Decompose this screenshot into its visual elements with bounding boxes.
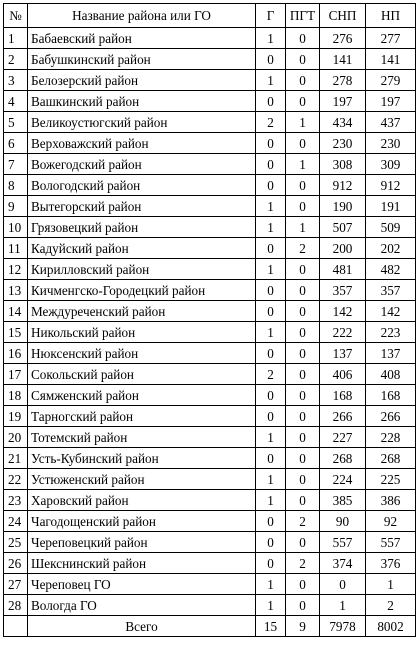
table-row bbox=[4, 28, 416, 49]
cell-snp: 227 bbox=[320, 427, 366, 448]
cell-num: 16 bbox=[4, 343, 28, 364]
cell-pgt: 0 bbox=[286, 406, 320, 427]
cell-g: 1 bbox=[256, 574, 286, 595]
total-label: Всего bbox=[28, 616, 256, 637]
cell-num: 3 bbox=[4, 70, 28, 91]
cell-snp: 224 bbox=[320, 469, 366, 490]
table-row bbox=[4, 196, 416, 217]
cell-num: 14 bbox=[4, 301, 28, 322]
table-footer bbox=[4, 616, 416, 637]
cell-snp: 357 bbox=[320, 280, 366, 301]
cell-np: 230 bbox=[366, 133, 416, 154]
cell-snp: 481 bbox=[320, 259, 366, 280]
cell-g: 0 bbox=[256, 406, 286, 427]
cell-snp: 0 bbox=[320, 574, 366, 595]
total-pgt: 9 bbox=[286, 616, 320, 637]
cell-g: 0 bbox=[256, 385, 286, 406]
cell-num: 15 bbox=[4, 322, 28, 343]
cell-num: 28 bbox=[4, 595, 28, 616]
cell-np: 437 bbox=[366, 112, 416, 133]
cell-num: 24 bbox=[4, 511, 28, 532]
cell-num: 7 bbox=[4, 154, 28, 175]
cell-pgt: 0 bbox=[286, 196, 320, 217]
cell-district-name: Тарногский район bbox=[28, 406, 256, 427]
table-row bbox=[4, 511, 416, 532]
header-np: НП bbox=[366, 4, 416, 28]
cell-snp: 507 bbox=[320, 217, 366, 238]
table-row bbox=[4, 469, 416, 490]
cell-g: 1 bbox=[256, 28, 286, 49]
table-row bbox=[4, 490, 416, 511]
cell-snp: 142 bbox=[320, 301, 366, 322]
cell-g: 1 bbox=[256, 196, 286, 217]
cell-district-name: Кичменгско-Городецкий район bbox=[28, 280, 256, 301]
cell-g: 0 bbox=[256, 133, 286, 154]
cell-snp: 278 bbox=[320, 70, 366, 91]
table-row bbox=[4, 574, 416, 595]
cell-district-name: Белозерский район bbox=[28, 70, 256, 91]
cell-district-name: Нюксенский район bbox=[28, 343, 256, 364]
table-row bbox=[4, 70, 416, 91]
cell-g: 0 bbox=[256, 511, 286, 532]
cell-district-name: Шекснинский район bbox=[28, 553, 256, 574]
cell-district-name: Сямженский район bbox=[28, 385, 256, 406]
cell-district-name: Усть-Кубинский район bbox=[28, 448, 256, 469]
table-row bbox=[4, 532, 416, 553]
cell-np: 557 bbox=[366, 532, 416, 553]
cell-np: 142 bbox=[366, 301, 416, 322]
cell-g: 1 bbox=[256, 322, 286, 343]
cell-snp: 1 bbox=[320, 595, 366, 616]
cell-num: 20 bbox=[4, 427, 28, 448]
cell-district-name: Грязовецкий район bbox=[28, 217, 256, 238]
cell-district-name: Никольский район bbox=[28, 322, 256, 343]
table-row bbox=[4, 595, 416, 616]
cell-np: 279 bbox=[366, 70, 416, 91]
cell-g: 1 bbox=[256, 259, 286, 280]
header-g: Г bbox=[256, 4, 286, 28]
cell-district-name: Кирилловский район bbox=[28, 259, 256, 280]
cell-district-name: Великоустюгский район bbox=[28, 112, 256, 133]
cell-district-name: Бабушкинский район bbox=[28, 49, 256, 70]
districts-table bbox=[3, 3, 416, 637]
cell-pgt: 0 bbox=[286, 280, 320, 301]
table-header bbox=[4, 4, 416, 28]
cell-district-name: Вологда ГО bbox=[28, 595, 256, 616]
cell-num: 12 bbox=[4, 259, 28, 280]
cell-num: 22 bbox=[4, 469, 28, 490]
cell-pgt: 0 bbox=[286, 364, 320, 385]
total-g: 15 bbox=[256, 616, 286, 637]
cell-snp: 200 bbox=[320, 238, 366, 259]
cell-g: 0 bbox=[256, 238, 286, 259]
cell-num: 8 bbox=[4, 175, 28, 196]
cell-g: 1 bbox=[256, 595, 286, 616]
cell-g: 0 bbox=[256, 448, 286, 469]
cell-pgt: 0 bbox=[286, 490, 320, 511]
cell-district-name: Харовский район bbox=[28, 490, 256, 511]
table-row bbox=[4, 385, 416, 406]
cell-pgt: 0 bbox=[286, 343, 320, 364]
cell-pgt: 1 bbox=[286, 112, 320, 133]
table-row bbox=[4, 322, 416, 343]
cell-snp: 434 bbox=[320, 112, 366, 133]
table-body bbox=[4, 28, 416, 616]
cell-pgt: 0 bbox=[286, 574, 320, 595]
cell-g: 0 bbox=[256, 532, 286, 553]
cell-pgt: 0 bbox=[286, 427, 320, 448]
cell-pgt: 0 bbox=[286, 322, 320, 343]
cell-np: 168 bbox=[366, 385, 416, 406]
header-snp: СНП bbox=[320, 4, 366, 28]
table-row bbox=[4, 259, 416, 280]
cell-district-name: Вожегодский район bbox=[28, 154, 256, 175]
cell-num: 2 bbox=[4, 49, 28, 70]
cell-np: 228 bbox=[366, 427, 416, 448]
cell-district-name: Бабаевский район bbox=[28, 28, 256, 49]
cell-pgt: 2 bbox=[286, 553, 320, 574]
cell-pgt: 0 bbox=[286, 259, 320, 280]
cell-district-name: Вытегорский район bbox=[28, 196, 256, 217]
cell-snp: 137 bbox=[320, 343, 366, 364]
cell-pgt: 1 bbox=[286, 217, 320, 238]
cell-snp: 168 bbox=[320, 385, 366, 406]
cell-num: 10 bbox=[4, 217, 28, 238]
cell-pgt: 0 bbox=[286, 91, 320, 112]
header-pgt: ПГТ bbox=[286, 4, 320, 28]
cell-np: 92 bbox=[366, 511, 416, 532]
table-row bbox=[4, 133, 416, 154]
cell-pgt: 0 bbox=[286, 175, 320, 196]
cell-g: 1 bbox=[256, 70, 286, 91]
total-snp: 7978 bbox=[320, 616, 366, 637]
cell-pgt: 0 bbox=[286, 532, 320, 553]
cell-num: 25 bbox=[4, 532, 28, 553]
cell-district-name: Череповец ГО bbox=[28, 574, 256, 595]
cell-snp: 276 bbox=[320, 28, 366, 49]
cell-np: 141 bbox=[366, 49, 416, 70]
cell-np: 912 bbox=[366, 175, 416, 196]
cell-np: 277 bbox=[366, 28, 416, 49]
cell-np: 266 bbox=[366, 406, 416, 427]
cell-pgt: 0 bbox=[286, 595, 320, 616]
table-row bbox=[4, 175, 416, 196]
table-row bbox=[4, 49, 416, 70]
cell-pgt: 0 bbox=[286, 469, 320, 490]
cell-np: 268 bbox=[366, 448, 416, 469]
cell-num: 18 bbox=[4, 385, 28, 406]
cell-g: 0 bbox=[256, 91, 286, 112]
cell-district-name: Вашкинский район bbox=[28, 91, 256, 112]
table-row bbox=[4, 154, 416, 175]
cell-np: 309 bbox=[366, 154, 416, 175]
cell-pgt: 0 bbox=[286, 385, 320, 406]
cell-snp: 90 bbox=[320, 511, 366, 532]
table-row bbox=[4, 448, 416, 469]
table-row bbox=[4, 406, 416, 427]
cell-snp: 406 bbox=[320, 364, 366, 385]
cell-np: 1 bbox=[366, 574, 416, 595]
cell-district-name: Череповецкий район bbox=[28, 532, 256, 553]
cell-snp: 268 bbox=[320, 448, 366, 469]
table-row bbox=[4, 301, 416, 322]
cell-num: 6 bbox=[4, 133, 28, 154]
cell-np: 482 bbox=[366, 259, 416, 280]
cell-num: 27 bbox=[4, 574, 28, 595]
cell-num: 26 bbox=[4, 553, 28, 574]
cell-snp: 190 bbox=[320, 196, 366, 217]
cell-district-name: Междуреченский район bbox=[28, 301, 256, 322]
cell-np: 225 bbox=[366, 469, 416, 490]
cell-num: 21 bbox=[4, 448, 28, 469]
table-row bbox=[4, 91, 416, 112]
cell-district-name: Вологодский район bbox=[28, 175, 256, 196]
cell-num: 4 bbox=[4, 91, 28, 112]
cell-snp: 197 bbox=[320, 91, 366, 112]
cell-pgt: 0 bbox=[286, 133, 320, 154]
cell-g: 1 bbox=[256, 217, 286, 238]
cell-district-name: Верховажский район bbox=[28, 133, 256, 154]
cell-g: 1 bbox=[256, 469, 286, 490]
cell-pgt: 0 bbox=[286, 49, 320, 70]
cell-np: 223 bbox=[366, 322, 416, 343]
table-row bbox=[4, 553, 416, 574]
cell-g: 0 bbox=[256, 553, 286, 574]
cell-g: 0 bbox=[256, 49, 286, 70]
cell-np: 197 bbox=[366, 91, 416, 112]
cell-num: 13 bbox=[4, 280, 28, 301]
cell-num: 11 bbox=[4, 238, 28, 259]
cell-district-name: Сокольский район bbox=[28, 364, 256, 385]
cell-district-name: Чагодощенский район bbox=[28, 511, 256, 532]
cell-snp: 222 bbox=[320, 322, 366, 343]
cell-np: 357 bbox=[366, 280, 416, 301]
cell-num: 1 bbox=[4, 28, 28, 49]
cell-g: 0 bbox=[256, 343, 286, 364]
cell-g: 1 bbox=[256, 427, 286, 448]
cell-np: 386 bbox=[366, 490, 416, 511]
cell-snp: 308 bbox=[320, 154, 366, 175]
cell-g: 2 bbox=[256, 112, 286, 133]
cell-num: 9 bbox=[4, 196, 28, 217]
cell-g: 0 bbox=[256, 154, 286, 175]
table-row bbox=[4, 112, 416, 133]
cell-num: 23 bbox=[4, 490, 28, 511]
cell-g: 2 bbox=[256, 364, 286, 385]
table-row bbox=[4, 238, 416, 259]
cell-district-name: Тотемский район bbox=[28, 427, 256, 448]
cell-pgt: 2 bbox=[286, 511, 320, 532]
cell-g: 0 bbox=[256, 175, 286, 196]
header-num: № bbox=[4, 4, 28, 28]
total-np: 8002 bbox=[366, 616, 416, 637]
header-name: Название района или ГО bbox=[28, 4, 256, 28]
cell-pgt: 1 bbox=[286, 154, 320, 175]
cell-np: 2 bbox=[366, 595, 416, 616]
cell-g: 0 bbox=[256, 301, 286, 322]
cell-num: 19 bbox=[4, 406, 28, 427]
cell-snp: 912 bbox=[320, 175, 366, 196]
cell-np: 509 bbox=[366, 217, 416, 238]
cell-num: 17 bbox=[4, 364, 28, 385]
table-row bbox=[4, 427, 416, 448]
cell-num: 5 bbox=[4, 112, 28, 133]
table-row bbox=[4, 343, 416, 364]
table-row bbox=[4, 280, 416, 301]
cell-snp: 385 bbox=[320, 490, 366, 511]
header-row bbox=[4, 4, 416, 28]
cell-snp: 374 bbox=[320, 553, 366, 574]
cell-district-name: Устюженский район bbox=[28, 469, 256, 490]
cell-g: 0 bbox=[256, 280, 286, 301]
cell-pgt: 0 bbox=[286, 301, 320, 322]
cell-snp: 141 bbox=[320, 49, 366, 70]
cell-np: 202 bbox=[366, 238, 416, 259]
cell-np: 408 bbox=[366, 364, 416, 385]
total-row bbox=[4, 616, 416, 637]
cell-g: 1 bbox=[256, 490, 286, 511]
cell-np: 137 bbox=[366, 343, 416, 364]
cell-np: 191 bbox=[366, 196, 416, 217]
cell-snp: 266 bbox=[320, 406, 366, 427]
total-num-cell bbox=[4, 616, 28, 637]
cell-district-name: Кадуйский район bbox=[28, 238, 256, 259]
cell-pgt: 0 bbox=[286, 28, 320, 49]
cell-np: 376 bbox=[366, 553, 416, 574]
cell-snp: 230 bbox=[320, 133, 366, 154]
cell-pgt: 2 bbox=[286, 238, 320, 259]
table-row bbox=[4, 217, 416, 238]
cell-pgt: 0 bbox=[286, 448, 320, 469]
cell-snp: 557 bbox=[320, 532, 366, 553]
cell-pgt: 0 bbox=[286, 70, 320, 91]
table-row bbox=[4, 364, 416, 385]
